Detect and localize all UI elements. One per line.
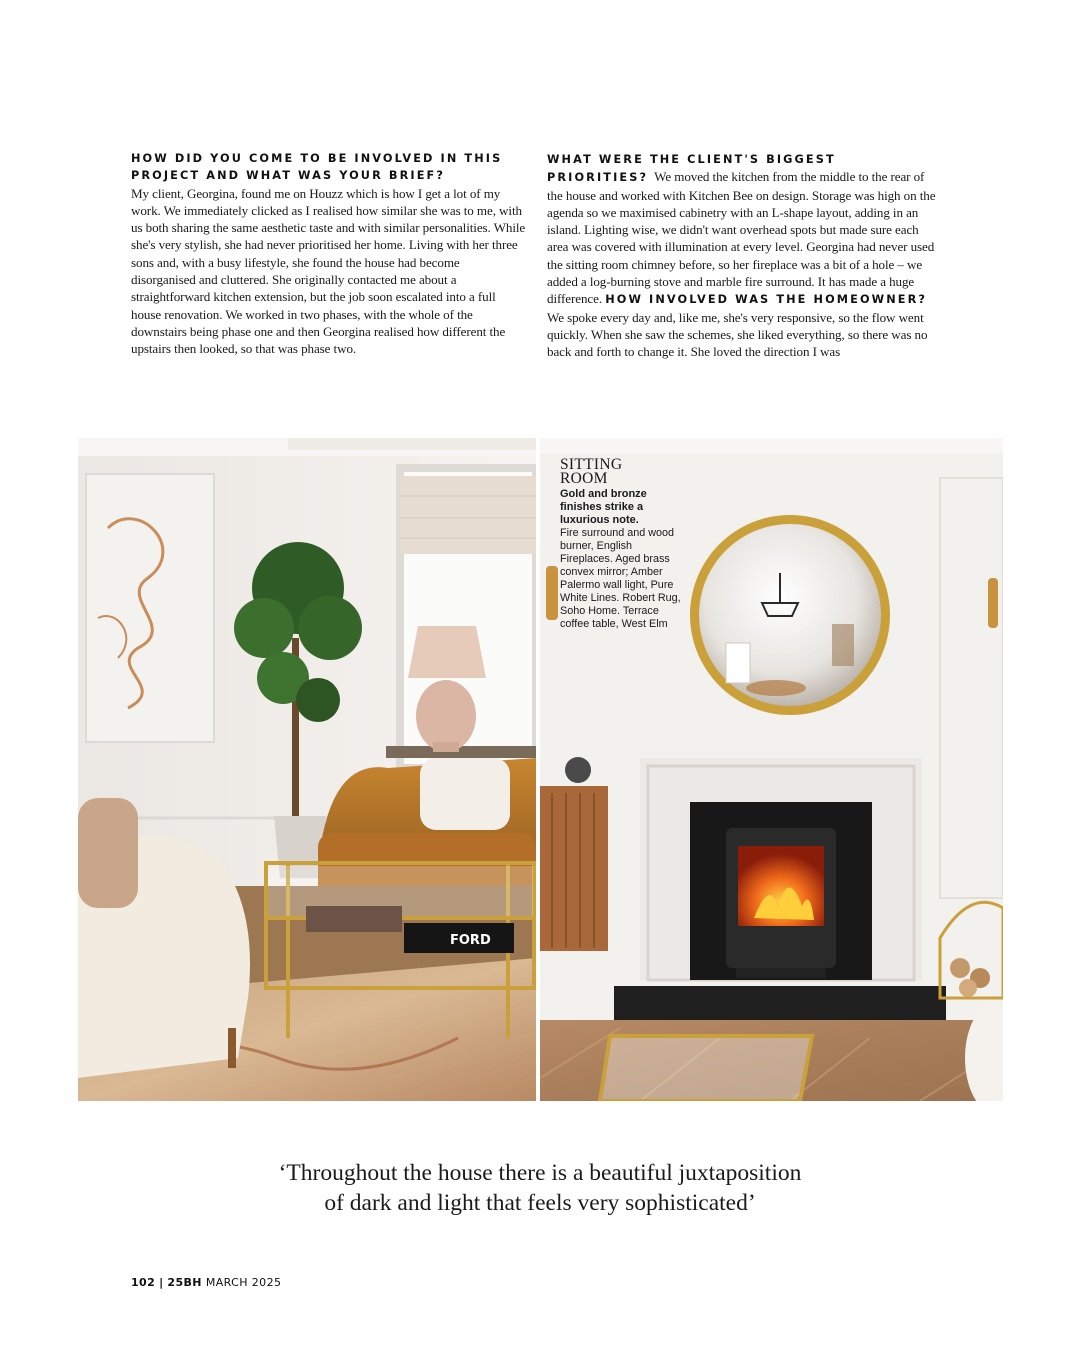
answer-brief: My client, Georgina, found me on Houzz which is how I get a lot of my work. We immediately clicked as I realised how similar she was to me, with us both sharing the same aesthetic taste and with similar personalities. While she's very stylish, she had never prioritised her home. Living with her three sons and, with a busy lifestyle, she found the house had become disorganised and cluttered. She originally contacted me about a straightforward kitchen extension, but the job soon escalated into a full house renovation. We worked in two phases, with the whole of the downstairs being phase one and then Georgina realised how different the upstairs then looked, so that was phase two. [131, 185, 526, 357]
question-heading-priorities: WHAT WERE THE CLIENT'S BIGGEST PRIORITIES? [547, 153, 836, 185]
photo-caption [560, 458, 685, 631]
caption-credits: Fire surround and wood burner, English Fireplaces. Aged brass convex mirror; Amber Palermo wall light, Pure White Lines. Robert Rug, Soho Home. Terrace coffee table, West Elm [560, 527, 681, 630]
pull-quote-line-1: ‘Throughout the house there is a beautiful juxtaposition [278, 1160, 802, 1186]
pull-quote-line-2: of dark and light that feels very sophisticated’ [324, 1190, 756, 1216]
photo-sitting-room-sofa [78, 438, 536, 1101]
issue-date: MARCH 2025 [205, 1276, 282, 1289]
question-heading-homeowner: HOW INVOLVED WAS THE HOMEOWNER? [605, 293, 928, 307]
footer-separator: | [159, 1276, 164, 1289]
pull-quote [160, 1158, 920, 1218]
photo-spread [78, 438, 1003, 1101]
answer-priorities: We moved the kitchen from the middle to the rear of the house and worked with Kitchen Bee on design. Storage was high on the agenda so we maximised cabinetry with an L-shape layout, adding in an island. Lighting wise, we didn't want overhead spots but made sure each area was covered with illumination at every level. Georgina had never used the sitting room chimney before, so her fireplace was a bit of a hole – we added a log-burning stove and marble fire surround. It has made a huge difference. [547, 169, 936, 307]
caption-title: SITTING ROOM [560, 456, 623, 487]
page-number: 102 [131, 1276, 156, 1289]
question-heading-brief: HOW DID YOU COME TO BE INVOLVED IN THIS PROJECT AND WHAT WAS YOUR BRIEF? [131, 152, 503, 183]
caption-lead: Gold and bronze finishes strike a luxurious note. [560, 488, 647, 526]
book-spine-text: FORD [450, 933, 491, 948]
article-column-right [547, 150, 942, 361]
page-footer [131, 1276, 281, 1289]
magazine-name: 25BH [167, 1276, 202, 1289]
article-column-left [131, 150, 526, 358]
answer-homeowner: We spoke every day and, like me, she's very responsive, so the flow went quickly. When she saw the schemes, she liked everything, so there was no back and forth to change it. She loved the direction I was [547, 309, 928, 360]
